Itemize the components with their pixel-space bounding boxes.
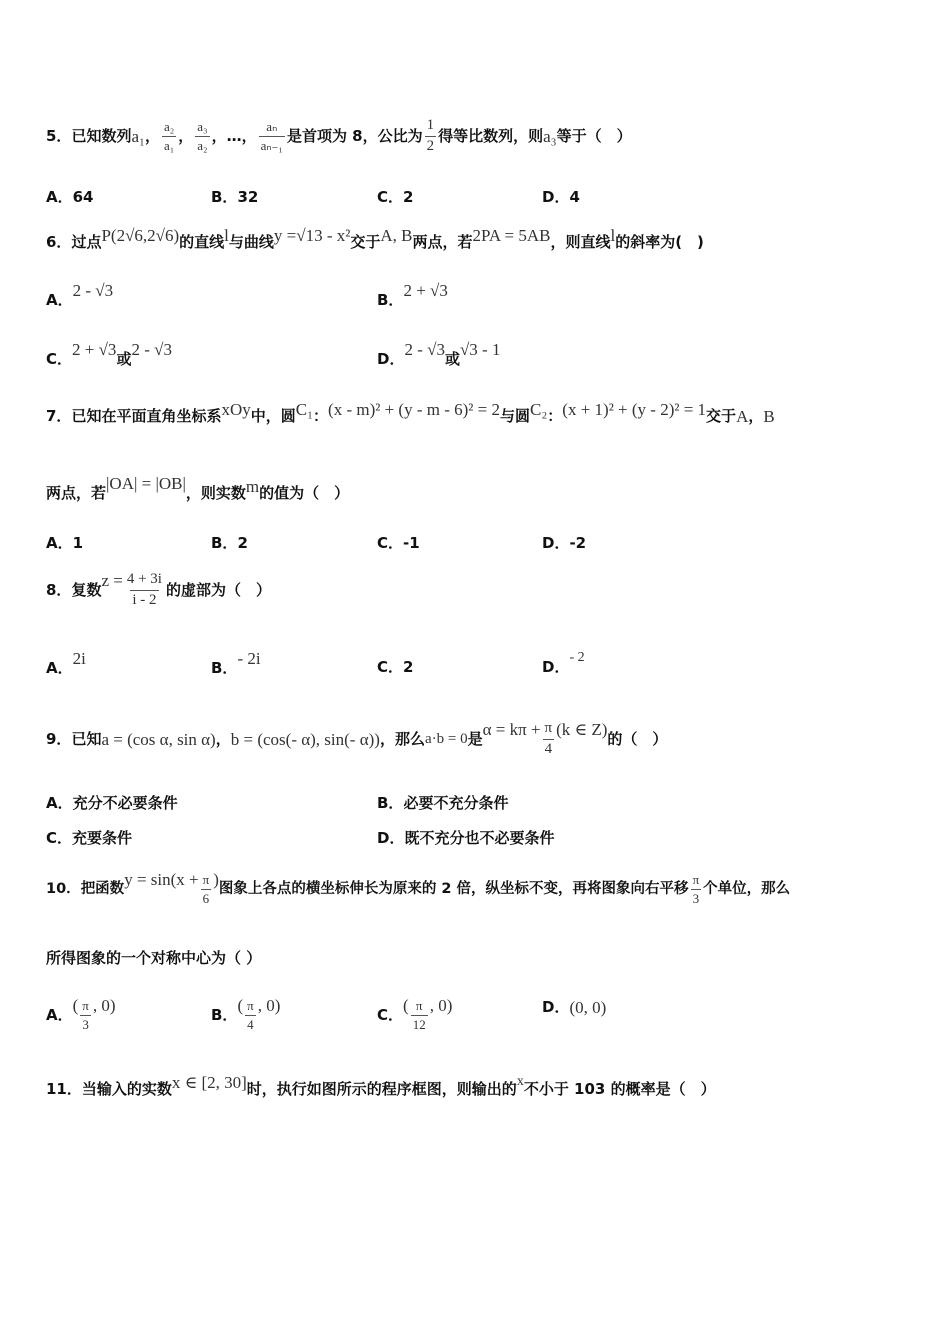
fraction-one-half xyxy=(425,118,437,155)
fraction-complex xyxy=(125,572,164,609)
option-c[interactable] xyxy=(377,995,453,1032)
option-d[interactable] xyxy=(377,828,555,847)
option-a[interactable] xyxy=(46,281,114,309)
option-label: D． xyxy=(377,350,405,368)
option-a[interactable] xyxy=(46,187,94,206)
question-7-cont xyxy=(46,473,930,508)
punctuation: ， xyxy=(178,126,194,145)
math-condition: |OA| = |OB| xyxy=(106,473,186,493)
fraction-pi-4 xyxy=(543,721,555,758)
question-5 xyxy=(46,106,930,166)
fraction-a2-a1 xyxy=(162,120,176,152)
question-9 xyxy=(46,714,930,764)
question-text: ，则直线 xyxy=(550,232,611,251)
options-q10 xyxy=(46,985,930,1033)
question-number: 9． xyxy=(46,729,72,748)
option-value: -1 xyxy=(403,533,420,552)
math-k: (k ∈ Z) xyxy=(556,719,608,739)
question-text: 与圆 xyxy=(499,406,530,425)
option-label: A． xyxy=(46,659,73,677)
question-text: 两点，若 xyxy=(412,232,473,251)
question-text: 的虚部为（ ） xyxy=(165,580,271,599)
question-text: 已知数列 xyxy=(71,126,132,145)
option-c[interactable] xyxy=(377,660,413,675)
question-number: 10． xyxy=(46,880,81,897)
punctuation: ： xyxy=(313,406,329,425)
option-label: B． xyxy=(211,659,238,677)
math-paren: ( xyxy=(403,995,409,1015)
math-ab: A, B xyxy=(380,225,413,245)
option-value: 2 xyxy=(403,658,414,676)
math-circle-1: (x - m)² + (y - m - 6)² = 2 xyxy=(328,399,500,419)
option-label: D． xyxy=(542,533,570,552)
option-value: - 2i xyxy=(237,649,261,668)
numerator: 4 + 3i xyxy=(126,570,162,587)
fraction-an-an-1 xyxy=(259,120,285,152)
question-text: 过点 xyxy=(71,232,102,251)
punctuation: ： xyxy=(547,406,563,425)
option-value: (0, 0) xyxy=(569,998,607,1017)
question-text: 复数 xyxy=(71,580,102,599)
option-value: 必要不充分条件 xyxy=(403,793,509,812)
question-text: 交于 xyxy=(706,406,737,425)
math-xoy: xOy xyxy=(221,399,251,419)
option-label: D． xyxy=(377,828,405,847)
fraction-option xyxy=(411,999,428,1031)
option-label: B． xyxy=(211,187,238,206)
option-label: C． xyxy=(377,1005,404,1024)
numerator: 1 xyxy=(426,116,435,133)
math-c1: C₁ xyxy=(295,399,314,419)
numerator: aₙ xyxy=(266,118,278,134)
question-text: 与曲线 xyxy=(228,232,274,251)
denominator: 12 xyxy=(412,1016,426,1032)
option-connector: 或 xyxy=(444,350,460,368)
question-text: ，那么 xyxy=(379,729,425,748)
option-a[interactable] xyxy=(46,793,178,812)
question-text: 等于（ ） xyxy=(556,126,632,145)
option-value: 32 xyxy=(237,187,259,206)
question-11 xyxy=(46,1073,930,1105)
question-10-cont xyxy=(46,948,930,968)
question-number: 6． xyxy=(46,232,72,251)
option-connector: 或 xyxy=(116,350,132,368)
options-q8 xyxy=(46,649,930,682)
question-text: 图象上各点的横坐标伸长为原来的 2 倍，纵坐标不变，再将图象向右平移 xyxy=(218,880,689,897)
option-label: B． xyxy=(211,1005,238,1024)
question-text: 已知 xyxy=(71,729,102,748)
math-paren: ( xyxy=(237,995,244,1015)
math-alpha: α = kπ + xyxy=(482,719,541,739)
option-label: D． xyxy=(542,187,570,206)
math-point-p: P(2√6,2√6) xyxy=(101,225,180,245)
question-text: ，则实数 xyxy=(185,483,246,502)
numerator: π xyxy=(202,871,210,887)
option-label: A． xyxy=(46,1005,73,1024)
math-x: x xyxy=(516,1074,524,1089)
option-value: 充要条件 xyxy=(72,828,133,847)
question-8 xyxy=(46,565,930,615)
math-dot-product: a·b = 0 xyxy=(424,730,468,747)
math-function: y = sin(x + xyxy=(124,869,199,889)
option-c[interactable] xyxy=(377,187,414,206)
option-c[interactable] xyxy=(377,533,420,552)
option-c[interactable] xyxy=(46,340,172,368)
question-number: 11． xyxy=(46,1079,82,1098)
options-q6-row1 xyxy=(46,281,930,314)
math-b: B xyxy=(763,406,775,426)
option-b[interactable] xyxy=(377,793,509,812)
numerator: π xyxy=(692,871,700,887)
question-text: 个单位，那么 xyxy=(703,880,791,897)
option-label: C． xyxy=(46,350,73,368)
option-value: 2 - √3 xyxy=(404,340,445,359)
math-curve: y =√13 - x² xyxy=(273,225,351,245)
denominator: aₙ₋₁ xyxy=(260,137,283,153)
option-value: 2 + √3 xyxy=(72,340,117,359)
option-c[interactable] xyxy=(46,828,133,847)
option-value: 4 xyxy=(569,187,580,206)
question-number: 7． xyxy=(46,406,72,425)
option-a[interactable] xyxy=(46,995,116,1032)
denominator: 3 xyxy=(692,890,700,906)
question-text: 把函数 xyxy=(80,880,125,897)
option-b[interactable] xyxy=(211,649,261,677)
option-label: D． xyxy=(542,658,570,676)
option-label: C． xyxy=(377,187,404,206)
fraction-a3-a2 xyxy=(195,120,209,152)
denominator: 4 xyxy=(544,740,553,757)
math-condition: 2PA = 5AB xyxy=(472,225,551,245)
option-d[interactable] xyxy=(542,999,606,1016)
option-label: A． xyxy=(46,187,73,206)
option-value: 2 - √3 xyxy=(72,281,114,300)
math-vector-b: b = (cos(- α), sin(- α)) xyxy=(230,729,380,749)
question-text: 当输入的实数 xyxy=(81,1079,172,1098)
numerator: π xyxy=(544,719,553,736)
question-text: 是 xyxy=(467,729,483,748)
fraction-pi-3 xyxy=(691,873,702,905)
option-value: 2 xyxy=(237,533,248,552)
fraction-option xyxy=(245,999,256,1031)
math-a1: a₁ xyxy=(131,126,145,146)
option-b[interactable] xyxy=(211,187,259,206)
option-value: 既不充分也不必要条件 xyxy=(404,828,555,847)
fraction-pi-6 xyxy=(201,873,212,905)
numerator: a₃ xyxy=(197,118,208,134)
math-vector-a: a = (cos α, sin α) xyxy=(101,729,216,749)
option-value: √3 - 1 xyxy=(459,340,501,359)
numerator: π xyxy=(82,998,89,1013)
options-q9-row1 xyxy=(46,793,930,813)
option-label: A． xyxy=(46,291,73,309)
math-paren: , 0) xyxy=(92,995,116,1015)
punctuation: ， xyxy=(144,126,160,145)
option-label: C． xyxy=(377,533,404,552)
math-paren: , 0) xyxy=(429,995,453,1015)
denominator: 3 xyxy=(82,1016,89,1032)
question-text: 是首项为 8，公比为 xyxy=(286,126,423,145)
options-q6-row2 xyxy=(46,340,930,373)
option-a[interactable] xyxy=(46,533,84,552)
math-c2: C₂ xyxy=(530,399,548,419)
math-paren: , 0) xyxy=(257,995,281,1015)
option-b[interactable] xyxy=(211,995,281,1032)
punctuation: ， xyxy=(215,729,231,748)
question-10 xyxy=(46,864,930,914)
question-text: 得等比数列，则 xyxy=(438,126,544,145)
option-label: B． xyxy=(211,533,238,552)
option-label: C． xyxy=(46,828,73,847)
question-number: 8． xyxy=(46,580,72,599)
options-q7 xyxy=(46,533,930,553)
math-z: z = xyxy=(101,570,123,590)
math-a3: a₃ xyxy=(543,126,557,146)
question-text: 已知在平面直角坐标系 xyxy=(71,406,222,425)
math-paren: ) xyxy=(213,869,219,889)
question-text: 的值为（ ） xyxy=(259,483,350,502)
denominator: 2 xyxy=(426,137,435,154)
question-text: 中，圆 xyxy=(250,406,296,425)
math-m: m xyxy=(245,476,260,496)
question-6 xyxy=(46,225,930,256)
option-value: 充分不必要条件 xyxy=(72,793,178,812)
denominator: i - 2 xyxy=(132,591,157,608)
question-text: 的（ ） xyxy=(607,729,668,748)
question-text: 所得图象的一个对称中心为（ ） xyxy=(46,948,262,967)
question-text: 不小于 103 的概率是（ ） xyxy=(523,1079,716,1098)
option-d[interactable] xyxy=(377,340,501,368)
option-label: D． xyxy=(542,998,570,1016)
question-7 xyxy=(46,400,930,432)
numerator: π xyxy=(247,998,254,1013)
options-q5 xyxy=(46,187,930,207)
math-circle-2: (x + 1)² + (y - 2)² = 1 xyxy=(562,399,707,419)
math-interval: x ∈ [2, 30] xyxy=(171,1072,247,1092)
option-label: B． xyxy=(377,793,404,812)
option-label: A． xyxy=(46,533,73,552)
math-a: A xyxy=(736,406,749,426)
option-b[interactable] xyxy=(211,533,248,552)
question-text: 交于 xyxy=(350,232,381,251)
math-paren: ( xyxy=(72,995,79,1015)
ellipsis: ，…， xyxy=(211,126,257,145)
question-text: 两点，若 xyxy=(46,483,107,502)
question-number: 5． xyxy=(46,126,72,145)
option-d[interactable] xyxy=(542,187,580,206)
question-text: 时，执行如图所示的程序框图，则输出的 xyxy=(246,1079,517,1098)
option-value: - 2 xyxy=(569,649,585,665)
question-text: 的直线 xyxy=(179,232,225,251)
option-a[interactable] xyxy=(46,649,86,677)
numerator: π xyxy=(415,998,423,1013)
denominator: 4 xyxy=(247,1016,254,1032)
option-label: B． xyxy=(377,291,404,309)
fraction-option xyxy=(80,999,91,1031)
denominator: a₁ xyxy=(163,137,175,153)
option-d[interactable] xyxy=(542,649,585,676)
option-value: 2 + √3 xyxy=(403,281,448,300)
options-q9-row2 xyxy=(46,828,930,848)
option-value: 2 - √3 xyxy=(131,340,172,359)
math-l: l xyxy=(224,225,229,245)
option-value: 1 xyxy=(72,533,84,552)
punctuation: ， xyxy=(748,406,764,425)
option-label: A． xyxy=(46,793,73,812)
denominator: 6 xyxy=(202,890,210,906)
option-value: 2 xyxy=(403,187,414,206)
math-l: l xyxy=(610,225,616,245)
option-value: 64 xyxy=(72,187,94,206)
option-d[interactable] xyxy=(542,533,587,552)
option-value: -2 xyxy=(569,533,587,552)
denominator: a₂ xyxy=(197,137,208,153)
numerator: a₂ xyxy=(163,118,175,134)
option-b[interactable] xyxy=(377,281,448,309)
option-label: C． xyxy=(377,658,404,676)
question-text: 的斜率为( ) xyxy=(615,232,704,251)
option-value: 2i xyxy=(72,649,86,668)
